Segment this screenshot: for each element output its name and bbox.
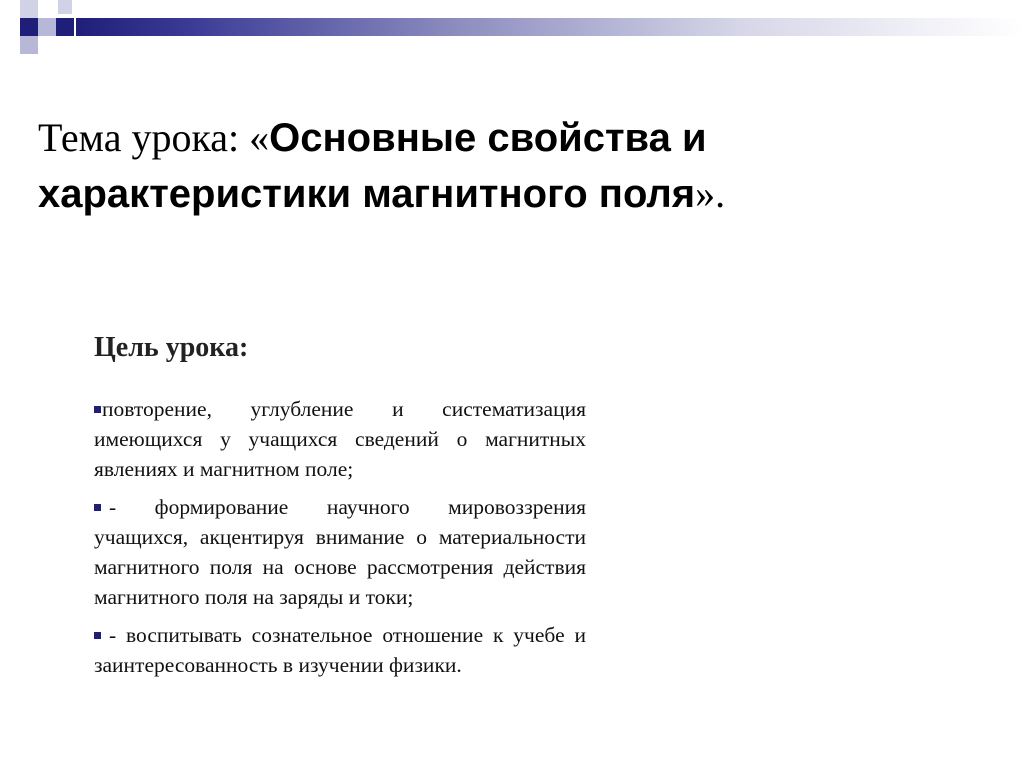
title-prefix: Тема урока: « xyxy=(38,115,270,160)
square-bullet-icon xyxy=(94,406,101,413)
decorative-squares xyxy=(0,0,80,60)
header-gradient-bar xyxy=(76,18,1024,36)
square-bullet-icon xyxy=(94,504,101,511)
list-item xyxy=(94,620,586,680)
goal-item-text: - воспитывать сознательное отношение к учебе и заинтересованность в изучении физики. xyxy=(94,623,586,677)
slide-title xyxy=(38,110,938,222)
list-item xyxy=(94,394,586,484)
title-suffix: ». xyxy=(695,171,726,216)
list-item xyxy=(94,492,586,612)
goal-item-text: повторение, углубление и систематизация имеющихся у учащихся сведений о магнитных явлениях и магнитном поле; xyxy=(94,397,586,481)
square-bullet-icon xyxy=(94,632,101,639)
goal-item-text: - формирование научного мировоззрения учащихся, акцентируя внимание о материальности магнитного поля на основе рассмотрения действия магнитного поля на заряды и токи; xyxy=(94,495,586,609)
goal-list xyxy=(94,394,586,688)
title-main: Основные свойства и характеристики магнитного поля xyxy=(38,116,707,216)
goal-heading: Цель урока: xyxy=(94,332,249,363)
header-decoration xyxy=(0,0,1024,48)
